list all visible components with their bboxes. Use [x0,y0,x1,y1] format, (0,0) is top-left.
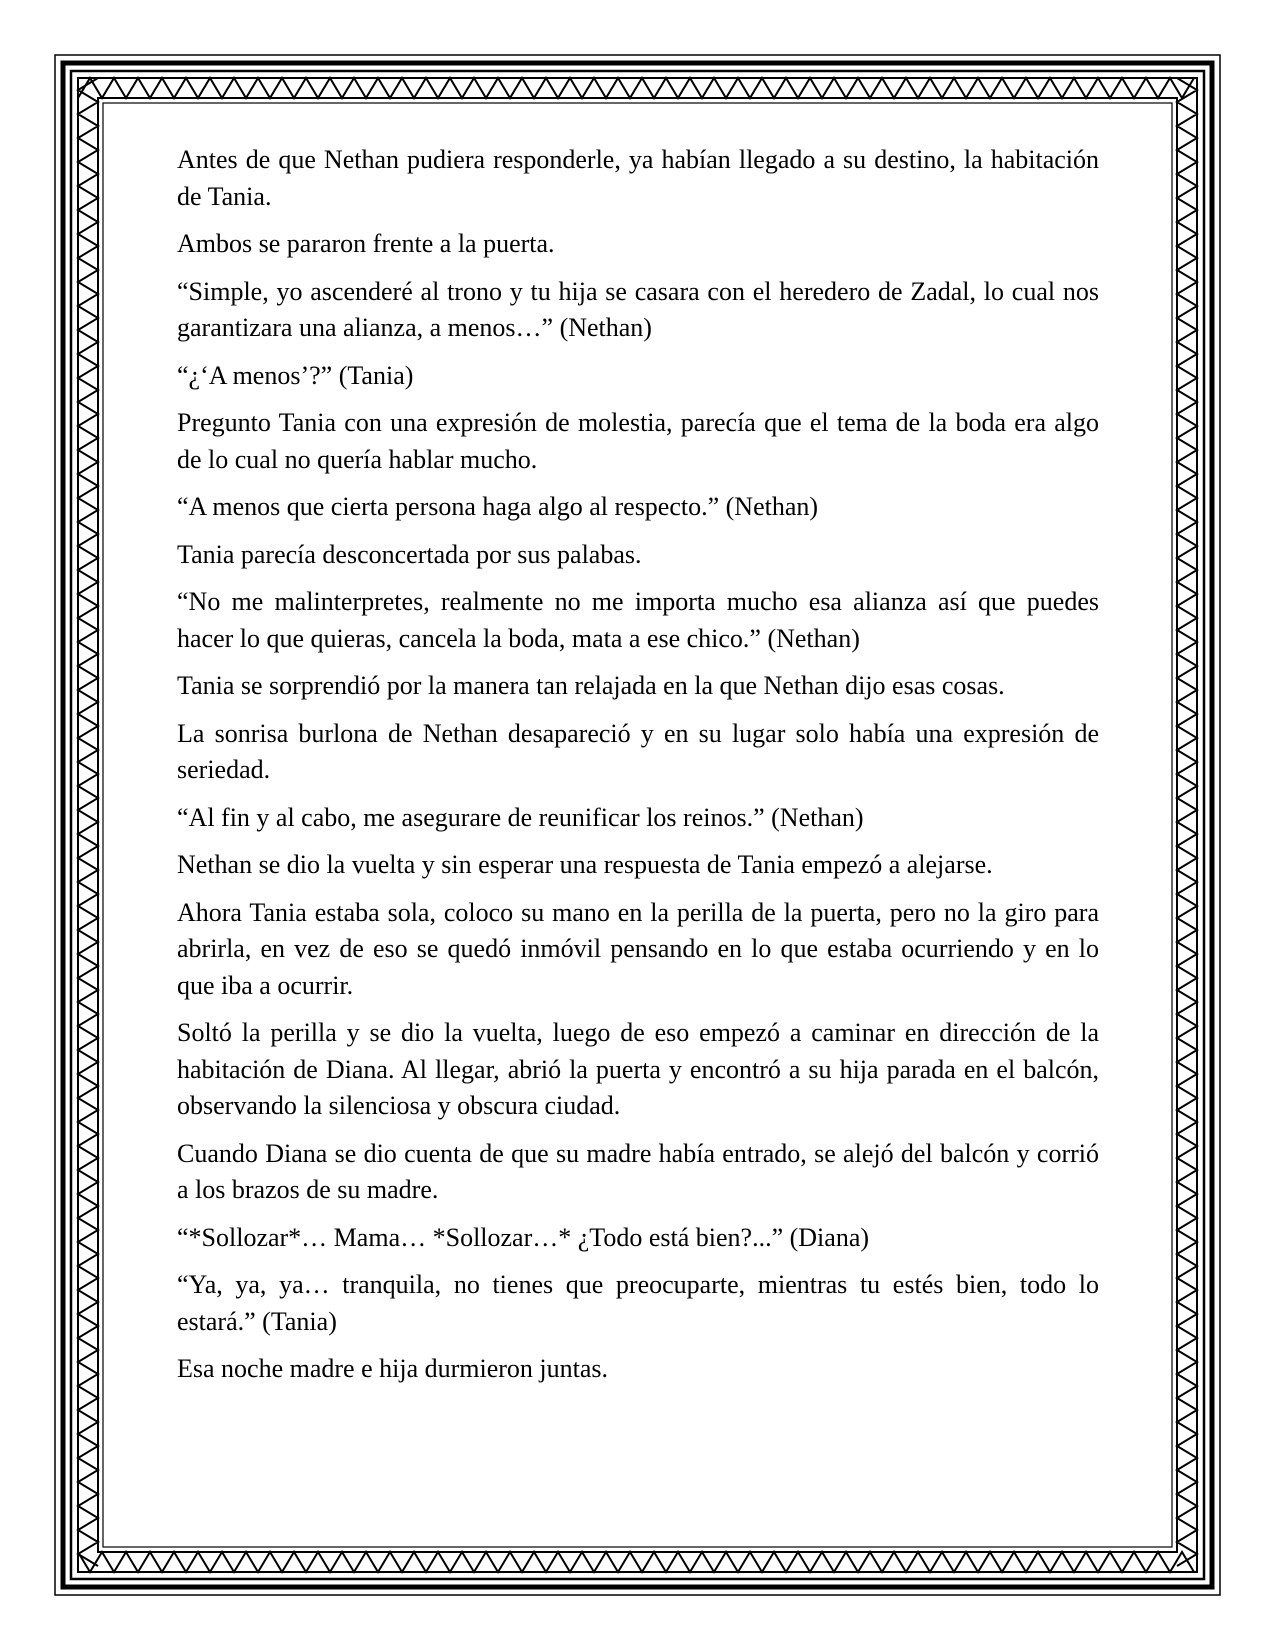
paragraph: “A menos que cierta persona haga algo al respecto.” (Nethan) [177,492,819,521]
page-text [177,142,1099,1399]
zigzag-pattern [78,78,1194,98]
paragraph: “¿‘A menos’?” (Tania) [177,360,414,390]
paragraph: Cuando Diana se dio cuenta de que su madre había entrado, se alejó del balcón y corrió a los brazos de su madre. [177,1138,1099,1204]
paragraph: “Ya, ya, ya… tranquila, no tienes que preocuparte, mientras tu estés bien, todo lo estará.” (Tania) [177,1270,1099,1336]
paragraph: Pregunto Tania con una expresión de molestia, parecía que el tema de la boda era algo de lo cual no quería hablar mucho. [177,408,1099,474]
paragraph: Soltó la perilla y se dio la vuelta, luego de eso empezó a caminar en dirección de la habitación de Diana. Al llegar, abrió la puerta y encontró a su hija parada en el balcón, observando la silenciosa y obscura ciudad. [177,1018,1099,1120]
paragraph: Antes de que Nethan pudiera responderle, ya habían llegado a su destino, la habitación de Tania. [177,145,1099,211]
paragraph: Nethan se dio la vuelta y sin esperar una respuesta de Tania empezó a alejarse. [177,850,993,879]
paragraph: La sonrisa burlona de Nethan desapareció y en su lugar solo había una expresión de seriedad. [177,718,1099,784]
zigzag-pattern [78,78,98,1566]
paragraph: “*Sollozar*… Mama… *Sollozar…* ¿Todo está bien?...” (Diana) [177,1222,870,1252]
paragraph: Ambos se pararon frente a la puerta. [177,229,555,258]
zigzag-pattern [1177,78,1197,1566]
paragraph: Tania se sorprendió por la manera tan relajada en la que Nethan dijo esas cosas. [177,671,1005,700]
paragraph: “Simple, yo ascenderé al trono y tu hija se casara con el heredero de Zadal, lo cual nos garantizara una alianza, a menos…” (Nethan) [177,276,1099,342]
paragraph: “No me malinterpretes, realmente no me importa mucho esa alianza así que puedes hacer lo que quieras, cancela la boda, mata a ese chico.” (Nethan) [177,587,1099,653]
zigzag-pattern [78,1552,1194,1572]
paragraph: Esa noche madre e hija durmieron juntas. [177,1354,609,1383]
paragraph: Tania parecía desconcertada por sus palabas. [177,539,642,569]
paragraph: Ahora Tania estaba sola, coloco su mano en la perilla de la puerta, pero no la giro para abrirla, en vez de eso se quedó inmóvil pensando en lo que estaba ocurriendo y en lo que iba a ocurrir. [177,897,1099,1000]
paragraph: “Al fin y al cabo, me asegurare de reunificar los reinos.” (Nethan) [177,802,864,832]
